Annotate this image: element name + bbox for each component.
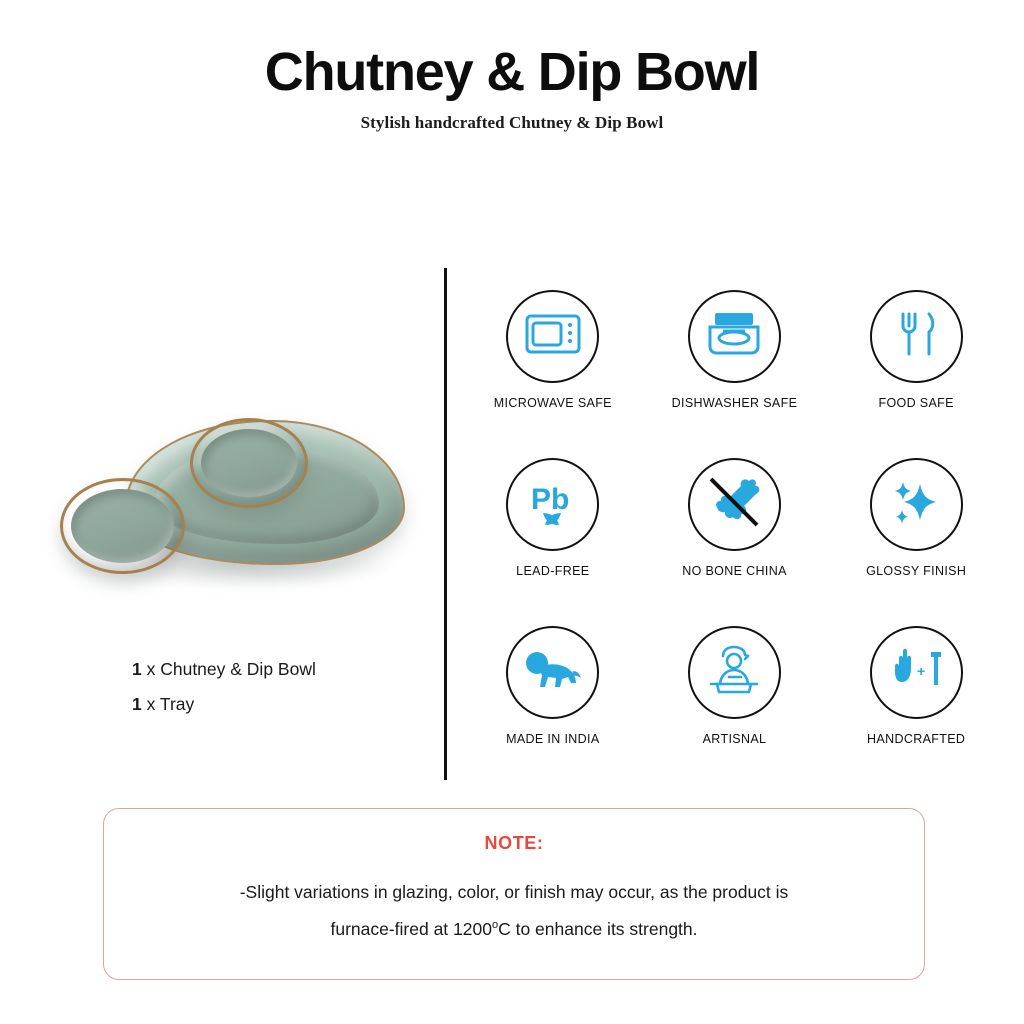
feature-label: FOOD SAFE [878, 396, 954, 410]
feature-icon-circle [688, 458, 781, 551]
feature-icon-circle [688, 626, 781, 719]
note-box [103, 808, 925, 980]
box-contents-list [132, 652, 316, 722]
feature-label: LEAD-FREE [516, 564, 590, 578]
feature-icon-circle [870, 458, 963, 551]
feature-no-bone-china [647, 458, 822, 626]
lead-free-icon [525, 477, 581, 532]
feature-glossy-finish [829, 458, 1004, 626]
feature-label: GLOSSY FINISH [866, 564, 967, 578]
feature-icon-circle [688, 290, 781, 383]
list-item [132, 652, 316, 687]
note-line-2 [154, 909, 874, 946]
page-title: Chutney & Dip Bowl [264, 42, 760, 102]
list-item [132, 687, 316, 722]
sparkle-icon [890, 476, 942, 533]
fork-knife-icon [891, 310, 941, 363]
microwave-icon [525, 313, 581, 360]
svg-text:Pb: Pb [530, 483, 570, 516]
item-quantity: 1 [132, 694, 142, 714]
artisan-icon [705, 644, 763, 701]
feature-handcrafted [829, 626, 1004, 794]
feature-food-safe [829, 290, 1004, 458]
svg-text:+: + [917, 663, 926, 679]
feature-label: HANDCRAFTED [867, 732, 966, 746]
feature-made-in-india [465, 626, 640, 794]
lion-icon [523, 649, 583, 696]
feature-artisnal [647, 626, 822, 794]
feature-label: MADE IN INDIA [506, 732, 600, 746]
feature-icon-circle [870, 290, 963, 383]
degree-symbol: o [491, 919, 499, 931]
feature-icon-circle [506, 458, 599, 551]
feature-icon-circle [506, 626, 599, 719]
feature-label: NO BONE CHINA [682, 564, 787, 578]
feature-label: DISHWASHER SAFE [671, 396, 798, 410]
header [0, 44, 1024, 133]
note-line-1: -Slight variations in glazing, color, or finish may occur, as the product is [239, 882, 789, 902]
note-line-2-post: C to enhance its strength. [498, 918, 698, 939]
feature-microwave-safe [465, 290, 640, 458]
note-text [104, 876, 924, 946]
hand-hammer-icon [887, 646, 945, 699]
bowl-lower-well [71, 489, 174, 563]
bowl-upper [190, 418, 308, 508]
feature-icon-circle [870, 626, 963, 719]
item-label: x Chutney & Dip Bowl [146, 659, 316, 679]
page-subtitle: Stylish handcrafted Chutney & Dip Bowl [360, 112, 664, 132]
feature-label: MICROWAVE SAFE [493, 396, 612, 410]
feature-dishwasher-safe [647, 290, 822, 458]
note-line-2-pre: furnace-fired at 1200 [330, 918, 492, 939]
item-label: x Tray [146, 694, 195, 714]
feature-lead-free [465, 458, 640, 626]
feature-grid [462, 290, 1007, 794]
vertical-divider [444, 268, 447, 780]
note-title: NOTE: [484, 833, 544, 853]
item-quantity: 1 [132, 659, 142, 679]
product-image [30, 380, 430, 640]
bowl-upper-well [201, 429, 297, 497]
no-bone-china-icon [701, 469, 767, 540]
bowl-lower [60, 478, 185, 574]
feature-label: ARTISNAL [702, 732, 767, 746]
feature-icon-circle [506, 290, 599, 383]
dishwasher-icon [706, 311, 762, 362]
